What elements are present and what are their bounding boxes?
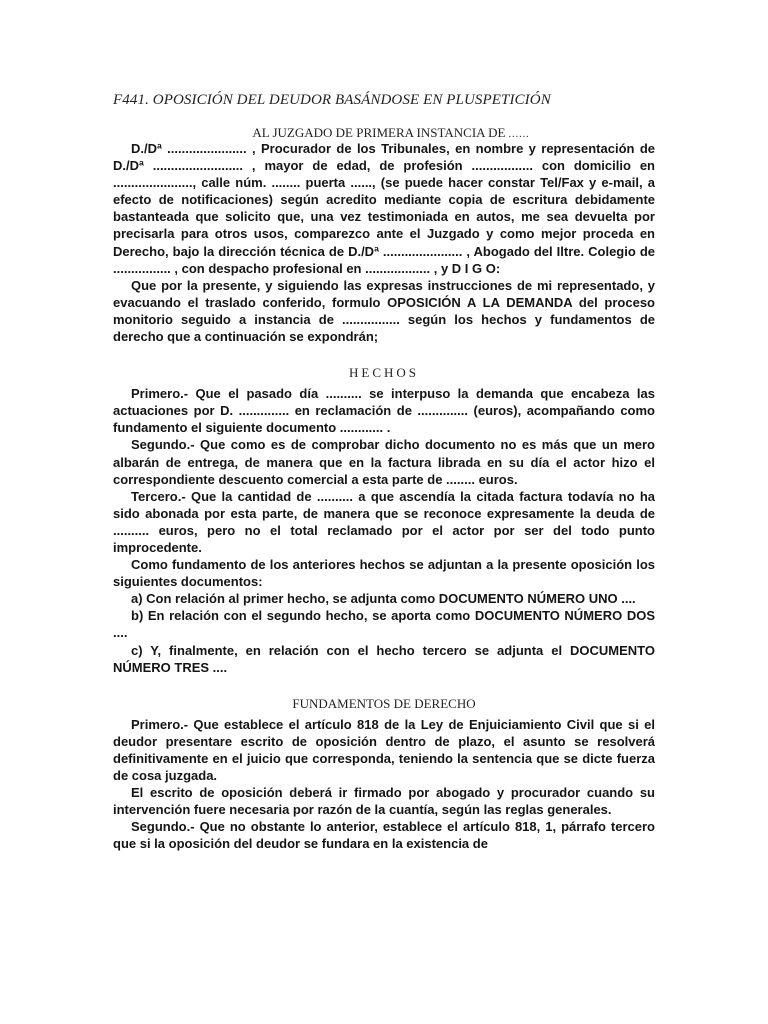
documento-a: a) Con relación al primer hecho, se adjunta como DOCUMENTO NÚMERO UNO .... [131,591,636,607]
hecho-primero: Primero.- Que el pasado día .......... se interpuso la demanda que encabeza las actuaciones por D. .............. en reclamación de .............. (euros), acompañando como fundamento el siguiente documento ............ . [113,386,655,436]
hechos-fundamento: Como fundamento de los anteriores hechos se adjuntan a la presente oposición los siguientes documentos: [113,557,655,590]
hecho-tercero: Tercero.- Que la cantidad de .......... a que ascendía la citada factura todavía no ha sido abonada por esta parte, de manera que se reconoce expresamente la deuda de .......... euros, pero no el total reclamado por el actor por ser del todo punto improcedente. [113,488,655,555]
intro-paragraph-2: Que por la presente, y siguiendo las expresas instrucciones de mi representado, y evacuando el traslado conferido, formulo OPOSICIÓN A LA DEMANDA del proceso monitorio seguido a instancia de ................ según los hechos y fundamentos de derecho que a continuación se expondrán; [113,277,655,345]
fundamentos-heading: FUNDAMENTOS DE DERECHO [292,695,476,711]
hechos-heading: HECHOS [348,365,419,381]
court-line: AL JUZGADO DE PRIMERA INSTANCIA DE [252,125,506,140]
court-addressee [0,125,768,141]
document-body [113,140,655,852]
document-title: F441. OPOSICIÓN DEL DEUDOR BASÁNDOSE EN PLUSPETICIÓN [113,92,551,108]
documento-b: b) En relación con el segundo hecho, se aporta como DOCUMENTO NÚMERO DOS .... [113,608,655,641]
hecho-segundo: Segundo.- Que como es de comprobar dicho documento no es más que un mero albarán de entrega, de manera que en la factura librada en su día el actor hizo el correspondiente descuento comercial a esta parte de ........ euros. [113,437,655,487]
fundamento-primero: Primero.- Que establece el artículo 818 de la Ley de Enjuiciamiento Civil que si el deudor presentare escrito de oposición dentro de plazo, el asunto se resolverá definitivamente en el juicio que corresponda, teniendo la sentencia que se dicte fuerza de cosa juzgada. [113,716,655,783]
fundamento-firma: El escrito de oposición deberá ir firmado por abogado y procurador cuando su intervención fuere necesaria por razón de la cuantía, según las reglas generales. [113,785,655,818]
intro-paragraph-1: D./Dª ...................... , Procurador de los Tribunales, en nombre y representación de D./Dª ......................... , mayor de edad, de profesión ................. con domicilio en ......................, calle núm. ........ puerta ......, (se puede hacer constar Tel/Fax y e-mail, a efecto de notificaciones) según acredito mediante copia de escritura debidamente bastanteada que solicito que, una vez testimoniada en autos, me sea devuelta por precisarla para otros usos, comparezco ante el Juzgado y como mejor proceda en Derecho, bajo la dirección técnica de D./Dª ...................... , Abogado del Iltre. Colegio de ................ , con despacho profesional en .................. , y D I G O: [113,141,655,276]
court-dots: ...... [508,129,530,140]
documento-c: c) Y, finalmente, en relación con el hecho tercero se adjunta el DOCUMENTO NÚMERO TRES .... [113,642,655,675]
fundamento-segundo: Segundo.- Que no obstante lo anterior, establece el artículo 818, 1, párrafo tercero que si la oposición del deudor se fundara en la existencia de [113,819,655,852]
